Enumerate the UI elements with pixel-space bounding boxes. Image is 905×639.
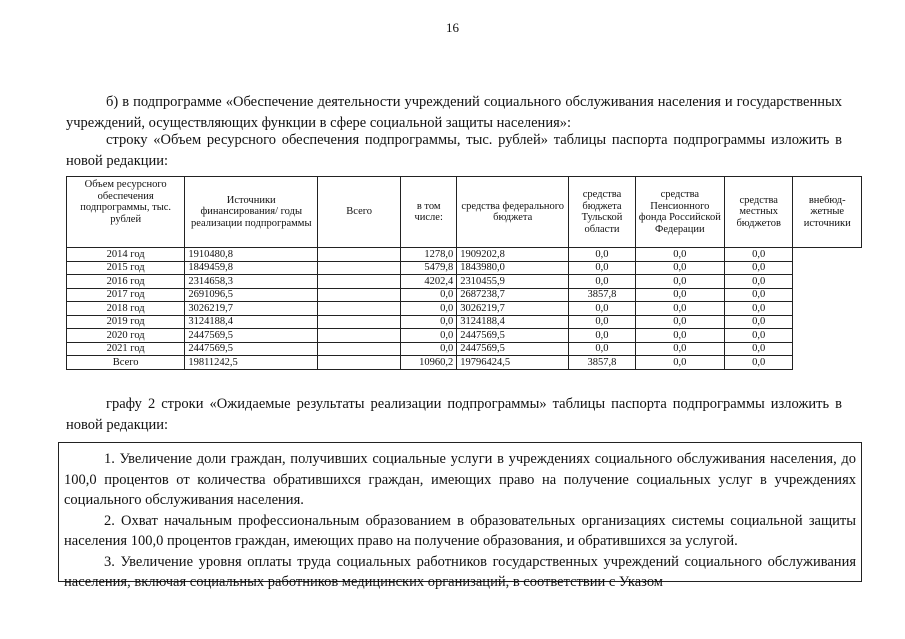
table-cell: 2019 год	[67, 315, 185, 329]
table-cell: 2021 год	[67, 342, 185, 356]
table-cell: 0,0	[569, 315, 635, 329]
table-cell: 0,0	[569, 248, 635, 262]
table-cell: 4202,4	[401, 275, 457, 289]
table-cell: 0,0	[401, 315, 457, 329]
table-cell: 0,0	[635, 302, 724, 316]
expected-results-box	[58, 442, 862, 590]
table-cell: 2015 год	[67, 261, 185, 275]
table-row	[67, 288, 862, 302]
table-cell: 0,0	[635, 275, 724, 289]
table-cell	[318, 315, 401, 329]
table-cell: 3857,8	[569, 356, 635, 370]
table-cell: 0,0	[635, 356, 724, 370]
header-federal: средства федерального бюджета	[457, 177, 569, 248]
table-cell: 2014 год	[67, 248, 185, 262]
table-cell: 2691096,5	[185, 288, 318, 302]
paragraph-graph-instruction: графу 2 строки «Ожидаемые результаты реализации подпрограммы» таблицы паспорта подпрограммы изложить в новой редакции:	[66, 396, 842, 433]
table-cell: 2016 год	[67, 275, 185, 289]
table-cell	[318, 329, 401, 343]
table-cell: 0,0	[724, 288, 792, 302]
table-cell: Всего	[67, 356, 185, 370]
table-cell: 0,0	[569, 329, 635, 343]
table-cell: 19811242,5	[185, 356, 318, 370]
header-total: Всего	[318, 177, 401, 248]
table-row	[67, 315, 862, 329]
table-row	[67, 248, 862, 262]
table-row	[67, 261, 862, 275]
table-cell: 0,0	[724, 356, 792, 370]
paragraph-row-instruction: строку «Объем ресурсного обеспечения подпрограммы, тыс. рублей» таблицы паспорта подпрограммы изложить в новой редакции:	[66, 132, 842, 169]
table-cell	[318, 248, 401, 262]
table-cell: 2017 год	[67, 288, 185, 302]
table-cell: 0,0	[724, 329, 792, 343]
table-cell: 0,0	[635, 248, 724, 262]
table-cell: 2447569,5	[457, 329, 569, 343]
table-cell: 0,0	[569, 275, 635, 289]
table-cell: 2020 год	[67, 329, 185, 343]
table-cell: 1910480,8	[185, 248, 318, 262]
table-cell: 2314658,3	[185, 275, 318, 289]
table-cell: 0,0	[724, 302, 792, 316]
table-cell	[318, 288, 401, 302]
table-cell: 0,0	[724, 261, 792, 275]
table-cell: 2447569,5	[457, 342, 569, 356]
paragraph-b: б) в подпрограмме «Обеспечение деятельности учреждений социального обслуживания населения и государственных учреждений, осуществляющих функции в сфере социальной защиты населения»:	[66, 94, 842, 131]
table-cell: 3026219,7	[457, 302, 569, 316]
table-cell: 0,0	[724, 315, 792, 329]
table-cell: 1909202,8	[457, 248, 569, 262]
header-regional: средства бюджета Тульской области	[569, 177, 635, 248]
page-number: 16	[446, 20, 459, 35]
table-cell	[318, 342, 401, 356]
table-cell: 0,0	[569, 342, 635, 356]
result-item-3: 3. Увеличение уровня оплаты труда социальных работников государственных учреждений социального обслуживания населения, включая социальных работников медицинских организаций, в соответствии с Указом	[64, 553, 856, 590]
table-cell: 0,0	[635, 315, 724, 329]
table-cell: 0,0	[724, 342, 792, 356]
table-cell: 0,0	[401, 288, 457, 302]
table-cell: 1843980,0	[457, 261, 569, 275]
table-cell: 0,0	[724, 248, 792, 262]
table-cell: 0,0	[635, 342, 724, 356]
table-cell: 0,0	[569, 302, 635, 316]
result-item-2: 2. Охват начальным профессиональным образованием в образовательных организациях системы социальной защиты населения 100,0 процентов граждан, имеющих право на получение образования, и обратившихся за услугой.	[64, 512, 856, 549]
header-pension-fund: средства Пенсионного фонда Российской Федерации	[635, 177, 724, 248]
table-cell: 1278,0	[401, 248, 457, 262]
table-cell	[318, 261, 401, 275]
table-row	[67, 329, 862, 343]
table-cell: 2018 год	[67, 302, 185, 316]
table-cell: 3857,8	[569, 288, 635, 302]
result-item-1: 1. Увеличение доли граждан, получивших социальные услуги в учреждениях социального обслуживания населения, до 100,0 процентов от количества обратившихся граждан, имеющих право на получение социальных услуг в учреждениях социального обслуживания населения.	[64, 451, 856, 508]
table-cell: 0,0	[401, 342, 457, 356]
table-cell: 0,0	[635, 288, 724, 302]
table-cell: 10960,2	[401, 356, 457, 370]
header-sources: Источники финансирования/ годы реализации подпрограммы	[185, 177, 318, 248]
table-cell	[318, 302, 401, 316]
table-cell: 0,0	[569, 261, 635, 275]
table-cell: 2447569,5	[185, 329, 318, 343]
table-header-row	[67, 177, 862, 248]
table-cell: 2447569,5	[185, 342, 318, 356]
header-local: средства местных бюджетов	[724, 177, 792, 248]
table-row	[67, 342, 862, 356]
table-cell: 1849459,8	[185, 261, 318, 275]
table-cell: 0,0	[401, 329, 457, 343]
header-including: в том числе:	[401, 177, 457, 248]
table-cell: 0,0	[724, 275, 792, 289]
table-cell: 0,0	[635, 329, 724, 343]
table-cell	[318, 275, 401, 289]
table-row	[67, 356, 862, 370]
table-row	[67, 275, 862, 289]
table-cell: 19796424,5	[457, 356, 569, 370]
table-cell	[318, 356, 401, 370]
table-cell: 3124188,4	[185, 315, 318, 329]
financing-table	[66, 176, 862, 370]
table-cell: 3124188,4	[457, 315, 569, 329]
header-extrabudgetary: внебюд-жетные источники	[793, 177, 862, 248]
table-cell: 2310455,9	[457, 275, 569, 289]
table-cell: 5479,8	[401, 261, 457, 275]
table-cell: 0,0	[635, 261, 724, 275]
table-label-cell: Объем ресурсного обеспечения подпрограммы, тыс. рублей	[67, 177, 185, 248]
table-cell: 3026219,7	[185, 302, 318, 316]
table-cell: 0,0	[401, 302, 457, 316]
table-row	[67, 302, 862, 316]
table-cell: 2687238,7	[457, 288, 569, 302]
